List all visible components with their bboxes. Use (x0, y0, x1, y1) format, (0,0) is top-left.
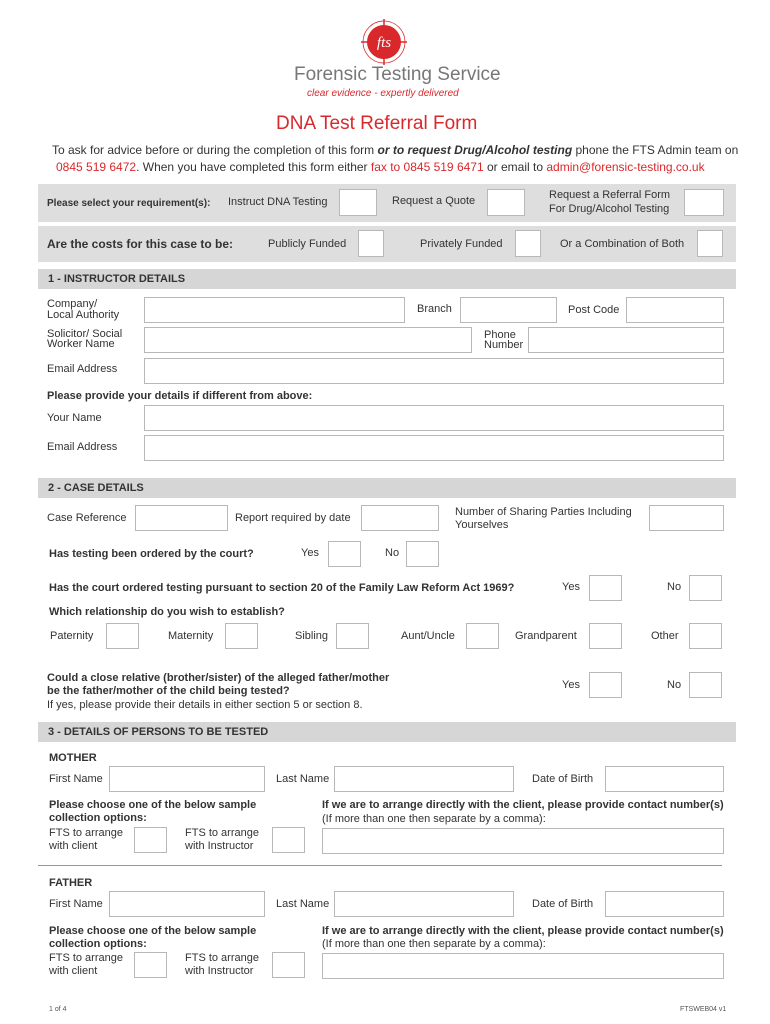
sharing-parties-input[interactable] (649, 505, 724, 531)
relative-note: If yes, please provide their details in either section 5 or section 8. (47, 699, 363, 711)
req-dna-label: Instruct DNA Testing (228, 196, 328, 208)
father-last-name-label: Last Name (276, 898, 330, 910)
case-ref-label: Case Reference (47, 512, 127, 524)
father-dob-label: Date of Birth (532, 898, 594, 910)
relationship-maternity-label: Maternity (168, 630, 214, 642)
mother-contact-label-2: (If more than one then separate by a comma): (322, 813, 546, 825)
solicitor-label-1: Solicitor/ Social (47, 328, 123, 340)
father-sample-label-2: collection options: (49, 938, 147, 950)
section-divider (38, 865, 722, 866)
post-code-input[interactable] (626, 297, 724, 323)
mother-client-label-1: FTS to arrange (49, 827, 123, 839)
relationship-grandparent-checkbox[interactable] (589, 623, 622, 649)
father-last-name-input[interactable] (334, 891, 514, 917)
mother-instructor-label-1: FTS to arrange (185, 827, 259, 839)
sharing-parties-label-2: Yourselves (455, 519, 509, 531)
relationship-sibling-checkbox[interactable] (336, 623, 369, 649)
father-heading: FATHER (49, 877, 93, 889)
father-contact-input[interactable] (322, 953, 724, 979)
relative-no-label: No (667, 679, 682, 691)
relationship-grandparent-label: Grandparent (515, 630, 577, 642)
mother-dob-label: Date of Birth (532, 773, 594, 785)
fax-number[interactable]: fax to 0845 519 6471 (370, 160, 484, 174)
father-client-checkbox[interactable] (134, 952, 167, 978)
cost-private-label: Privately Funded (420, 238, 503, 250)
section20-yes-checkbox[interactable] (589, 575, 622, 601)
father-dob-input[interactable] (605, 891, 724, 917)
father-instructor-checkbox[interactable] (272, 952, 305, 978)
phone-label-1: Phone (484, 329, 516, 341)
mother-sample-label-1: Please choose one of the below sample (49, 799, 257, 811)
father-instructor-label-2: with Instructor (185, 965, 254, 977)
your-name-label: Your Name (47, 412, 102, 424)
relationship-aunt-uncle-label: Aunt/Uncle (401, 630, 455, 642)
relative-yes-label: Yes (562, 679, 580, 691)
logo (360, 18, 408, 66)
section20-no-label: No (667, 581, 682, 593)
court-no-checkbox[interactable] (406, 541, 439, 567)
relationship-question: Which relationship do you wish to establish? (49, 606, 285, 618)
court-ordered-question: Has testing been ordered by the court? (49, 548, 254, 560)
req-referral-checkbox[interactable] (684, 189, 724, 216)
mother-instructor-label-2: with Instructor (185, 840, 254, 852)
req-dna-checkbox[interactable] (339, 189, 377, 216)
svg-text:fts: fts (376, 35, 392, 51)
father-client-label-1: FTS to arrange (49, 952, 123, 964)
father-first-name-input[interactable] (109, 891, 265, 917)
father-contact-label-1: If we are to arrange directly with the client, please provide contact number(s) (322, 925, 724, 937)
costs-label: Are the costs for this case to be: (47, 237, 234, 251)
mother-contact-input[interactable] (322, 828, 724, 854)
father-contact-label-2: (If more than one then separate by a comma): (322, 938, 546, 950)
phone-input[interactable] (528, 327, 724, 353)
report-date-input[interactable] (361, 505, 439, 531)
intro-line2: 0845 519 6472. When you have completed this form either fax to 0845 519 6471 or email to admin@forensic-testing.co.uk (56, 160, 705, 174)
section20-no-checkbox[interactable] (689, 575, 722, 601)
mother-last-name-input[interactable] (334, 766, 514, 792)
form-title: DNA Test Referral Form (276, 113, 478, 134)
section3-header: 3 - DETAILS OF PERSONS TO BE TESTED (38, 722, 736, 742)
relative-question-2: be the father/mother of the child being tested? (47, 685, 290, 697)
your-name-input[interactable] (144, 405, 724, 431)
father-first-name-label: First Name (49, 898, 103, 910)
cost-private-checkbox[interactable] (515, 230, 541, 257)
req-referral-label-2: For Drug/Alcohol Testing (549, 203, 670, 215)
section2-header: 2 - CASE DETAILS (38, 478, 736, 498)
intro-line1: To ask for advice before or during the completion of this form or to request Drug/Alcohol testing phone the FTS Admin team on (52, 143, 739, 157)
relationship-other-label: Other (651, 630, 679, 642)
father-client-label-2: with client (49, 965, 98, 977)
tagline: clear evidence - expertly delivered (307, 88, 459, 99)
mother-heading: MOTHER (49, 752, 97, 764)
relationship-aunt-uncle-checkbox[interactable] (466, 623, 499, 649)
mother-dob-input[interactable] (605, 766, 724, 792)
relationship-other-checkbox[interactable] (689, 623, 722, 649)
page-number: 1 of 4 (49, 1006, 67, 1013)
solicitor-input[interactable] (144, 327, 472, 353)
relative-question-1: Could a close relative (brother/sister) of the alleged father/mother (47, 672, 390, 684)
admin-email-link[interactable]: admin@forensic-testing.co.uk (546, 160, 705, 174)
court-yes-label: Yes (301, 547, 319, 559)
org-name: Forensic Testing Service (294, 64, 501, 85)
report-date-label: Report required by date (235, 512, 351, 524)
section1-header: 1 - INSTRUCTOR DETAILS (38, 269, 736, 289)
relationship-maternity-checkbox[interactable] (225, 623, 258, 649)
relative-no-checkbox[interactable] (689, 672, 722, 698)
mother-contact-label-1: If we are to arrange directly with the client, please provide contact number(s) (322, 799, 724, 811)
mother-client-checkbox[interactable] (134, 827, 167, 853)
different-details-label: Please provide your details if different from above: (47, 390, 313, 402)
case-ref-input[interactable] (135, 505, 228, 531)
father-sample-label-1: Please choose one of the below sample (49, 925, 257, 937)
company-input[interactable] (144, 297, 405, 323)
post-code-label: Post Code (568, 304, 620, 316)
sharing-parties-label-1: Number of Sharing Parties Including (455, 506, 632, 518)
req-quote-label: Request a Quote (392, 195, 476, 207)
cost-combo-checkbox[interactable] (697, 230, 723, 257)
branch-input[interactable] (460, 297, 557, 323)
court-no-label: No (385, 547, 400, 559)
solicitor-label-2: Worker Name (47, 338, 115, 350)
email-label: Email Address (47, 363, 118, 375)
section20-yes-label: Yes (562, 581, 580, 593)
branch-label: Branch (417, 303, 452, 315)
phone-number[interactable]: 0845 519 6472 (56, 160, 137, 174)
relationship-paternity-label: Paternity (50, 630, 94, 642)
court-yes-checkbox[interactable] (328, 541, 361, 567)
mother-first-name-input[interactable] (109, 766, 265, 792)
form-code: FTSWEB04 v1 (680, 1006, 727, 1013)
phone-label-2: Number (484, 339, 524, 351)
section20-question: Has the court ordered testing pursuant to section 20 of the Family Law Reform Act 1969? (49, 582, 515, 594)
cost-public-label: Publicly Funded (268, 238, 347, 250)
relationship-sibling-label: Sibling (295, 630, 329, 642)
mother-client-label-2: with client (49, 840, 98, 852)
req-referral-label-1: Request a Referral Form (549, 189, 671, 201)
mother-first-name-label: First Name (49, 773, 103, 785)
company-label-1: Company/ (47, 298, 98, 310)
email2-input[interactable] (144, 435, 724, 461)
email-input[interactable] (144, 358, 724, 384)
company-label-2: Local Authority (47, 309, 120, 321)
cost-public-checkbox[interactable] (358, 230, 384, 257)
mother-last-name-label: Last Name (276, 773, 330, 785)
mother-sample-label-2: collection options: (49, 812, 147, 824)
logo-icon (360, 18, 408, 66)
relationship-paternity-checkbox[interactable] (106, 623, 139, 649)
email2-label: Email Address (47, 441, 118, 453)
mother-instructor-checkbox[interactable] (272, 827, 305, 853)
relative-yes-checkbox[interactable] (589, 672, 622, 698)
requirements-label: Please select your requirement(s): (47, 198, 211, 209)
cost-combo-label: Or a Combination of Both (560, 238, 685, 250)
father-instructor-label-1: FTS to arrange (185, 952, 259, 964)
req-quote-checkbox[interactable] (487, 189, 525, 216)
